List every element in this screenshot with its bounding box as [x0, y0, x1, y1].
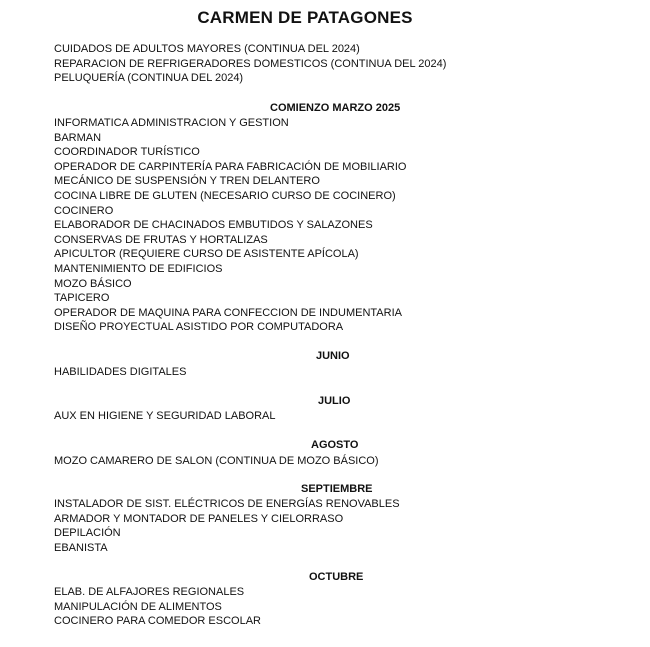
section-heading-marzo: COMIENZO MARZO 2025	[270, 102, 401, 114]
course-item: OPERADOR DE CARPINTERÍA PARA FABRICACIÓN DE MOBILIARIO	[54, 160, 407, 173]
course-item: HABILIDADES DIGITALES	[54, 366, 187, 378]
course-list-julio	[54, 409, 276, 424]
course-item: MECÁNICO DE SUSPENSIÓN Y TREN DELANTERO	[54, 175, 320, 188]
course-item: COCINERO	[54, 204, 114, 217]
section-heading-junio: JUNIO	[316, 350, 350, 362]
course-item: MOZO CAMARERO DE SALON (CONTINUA DE MOZO BÁSICO)	[54, 455, 379, 467]
course-item: ELABORADOR DE CHACINADOS EMBUTIDOS Y SALAZONES	[54, 219, 373, 232]
course-item: MANTENIMIENTO DE EDIFICIOS	[54, 262, 223, 275]
course-item: PELUQUERÍA (CONTINUA DEL 2024)	[54, 72, 244, 85]
course-item: COCINERO PARA COMEDOR ESCOLAR	[54, 615, 261, 628]
course-item: MOZO BÁSICO	[54, 277, 132, 290]
course-item: DISEÑO PROYECTUAL ASISTIDO POR COMPUTADORA	[54, 321, 344, 334]
course-item: ARMADOR Y MONTADOR DE PANELES Y CIELORRASO	[54, 512, 344, 525]
course-item: INFORMATICA ADMINISTRACION Y GESTION	[54, 117, 289, 129]
course-list-marzo	[54, 116, 406, 335]
course-list-junio	[54, 365, 186, 380]
course-list-octubre	[54, 585, 261, 629]
course-item: EBANISTA	[54, 541, 108, 554]
course-item: MANIPULACIÓN DE ALIMENTOS	[54, 600, 222, 613]
course-item: COCINA LIBRE DE GLUTEN (NECESARIO CURSO DE COCINERO)	[54, 189, 396, 202]
course-item: DEPILACIÓN	[54, 527, 121, 540]
course-item: TAPICERO	[54, 292, 110, 305]
continuing-course-list	[54, 42, 446, 86]
course-item: INSTALADOR DE SIST. ELÉCTRICOS DE ENERGÍAS RENOVABLES	[54, 498, 400, 510]
section-heading-julio: JULIO	[318, 395, 351, 407]
course-item: CUIDADOS DE ADULTOS MAYORES (CONTINUA DEL 2024)	[54, 43, 360, 55]
course-item: APICULTOR (REQUIERE CURSO DE ASISTENTE APÍCOLA)	[54, 248, 359, 261]
course-item: COORDINADOR TURÍSTICO	[54, 146, 200, 159]
course-item: REPARACION DE REFRIGERADORES DOMESTICOS (CONTINUA DEL 2024)	[54, 57, 447, 70]
section-heading-septiembre: SEPTIEMBRE	[301, 483, 373, 495]
course-item: CONSERVAS DE FRUTAS Y HORTALIZAS	[54, 233, 268, 246]
course-item: OPERADOR DE MAQUINA PARA CONFECCION DE INDUMENTARIA	[54, 306, 402, 319]
course-item: BARMAN	[54, 131, 102, 144]
course-list-agosto	[54, 454, 379, 469]
section-heading-agosto: AGOSTO	[311, 439, 359, 451]
course-list-septiembre	[54, 497, 400, 555]
course-item: ELAB. DE ALFAJORES REGIONALES	[54, 586, 245, 598]
section-heading-octubre: OCTUBRE	[309, 571, 364, 583]
page-title: CARMEN DE PATAGONES	[197, 8, 413, 27]
course-item: AUX EN HIGIENE Y SEGURIDAD LABORAL	[54, 410, 276, 422]
